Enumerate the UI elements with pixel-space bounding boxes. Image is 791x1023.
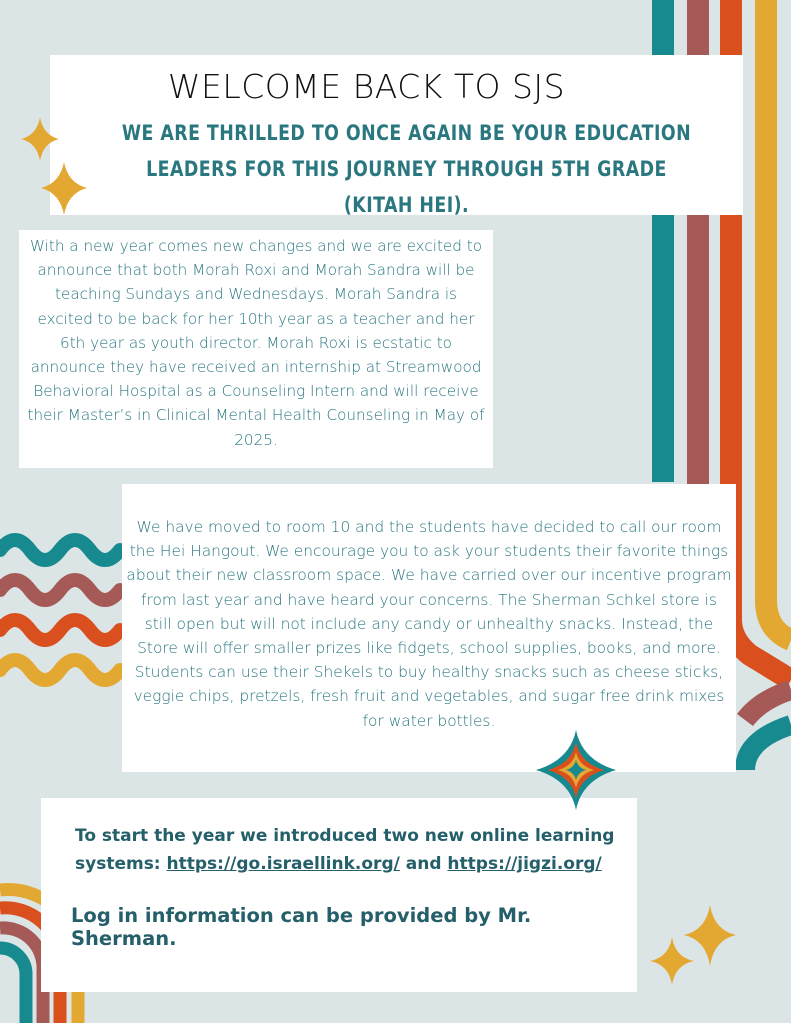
page-title: WELCOME BACK TO SJS	[167, 67, 566, 106]
login-info-text: Log in information can be provided by Mr. Sherman.	[71, 904, 532, 950]
classroom-card	[122, 484, 736, 772]
and-text: and	[399, 854, 448, 874]
learning-systems-intro: To start the year we introduced two new online learning systems:	[75, 826, 615, 874]
wave-decoration	[0, 540, 120, 680]
subtitle: WE ARE THRILLED TO ONCE AGAIN BE YOUR EDUCATION LEADERS FOR THIS JOURNEY THROUGH 5TH GRADE (KITAH HEI).	[121, 121, 692, 217]
israellink-link[interactable]: https://go.israellink.org/	[166, 854, 400, 874]
classroom-paragraph: We have moved to room 10 and the students have decided to call our room the Hei Hangout. We encourage you to ask your students their favorite things about their new classroom space. We have carried over our incentive program from last year and have heard your concerns. The Sherman Schkel store is still open but will not include any candy or unhealthy snacks. Instead, the Store will offer smaller prizes like fidgets, school supplies, books, and more. Students can use their Shekels to buy healthy snacks such as cheese sticks, veggie chips, pretzels, fresh fruit and vegetables, and sugar free drink mixes for water bottles.	[126, 518, 732, 730]
jigzi-link[interactable]: https://jigzi.org/	[447, 854, 602, 874]
intro-card	[19, 230, 493, 468]
intro-paragraph: With a new year comes new changes and we are excited to announce that both Morah Roxi and Morah Sandra will be teaching Sundays and Wednesdays. Morah Sandra is excited to be back for her 10th year as a teacher and her 6th year as youth director. Morah Roxi is ecstatic to announce they have received an internship at Streamwood Behavioral Hospital as a Counseling Intern and will receive their Master’s in Clinical Mental Health Counseling in May of 2025.	[27, 237, 485, 449]
footer-card	[41, 798, 637, 992]
title-banner	[50, 55, 743, 215]
learning-systems-text	[75, 822, 627, 878]
